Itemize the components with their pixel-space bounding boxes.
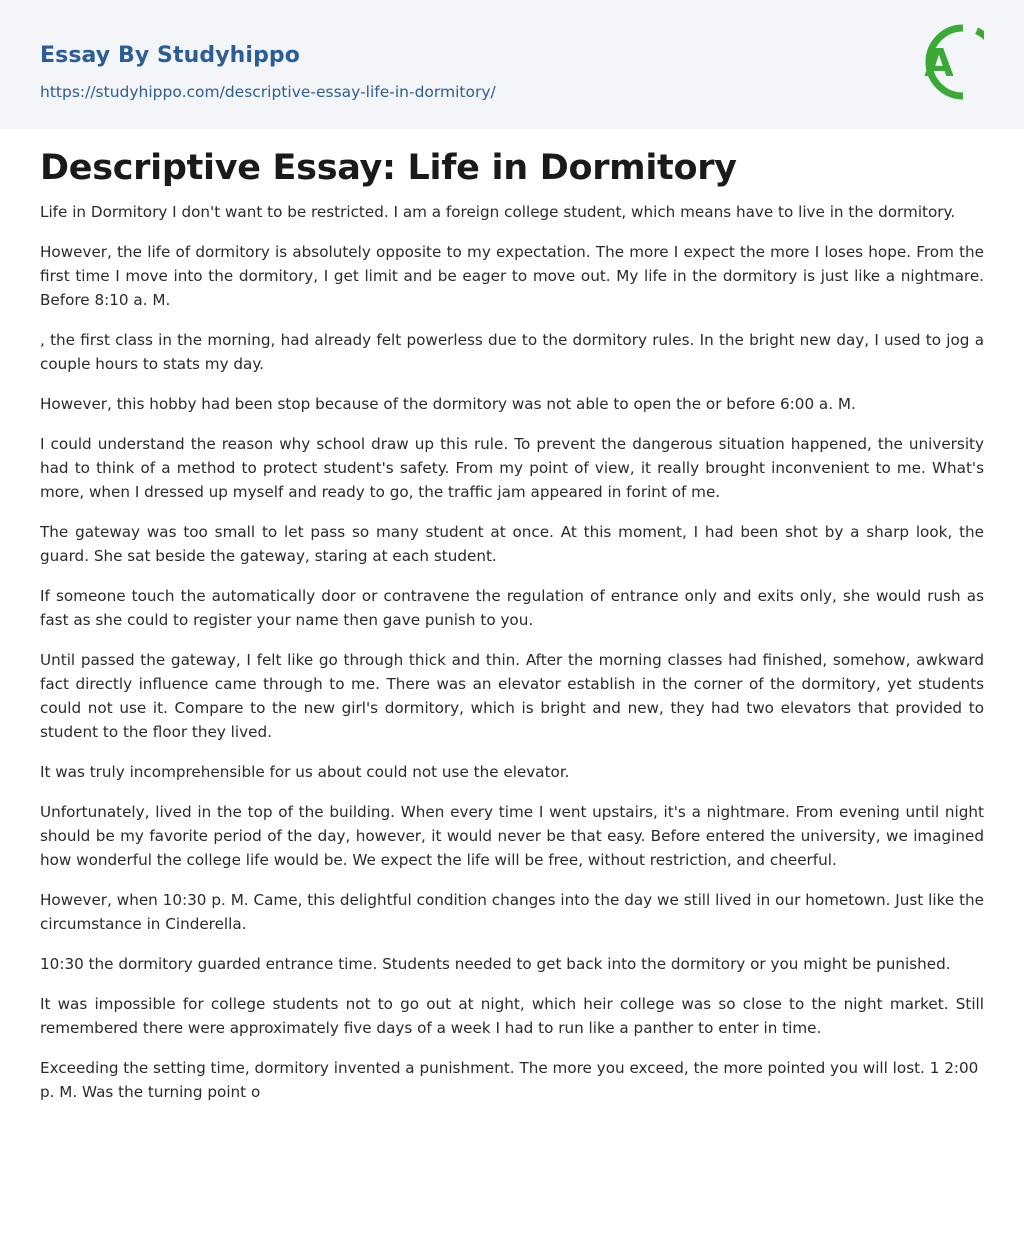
essay-paragraph: 10:30 the dormitory guarded entrance time. Students needed to get back into the dormitory or you might be punished. <box>40 955 951 973</box>
essay-url[interactable]: https://studyhippo.com/descriptive-essay-life-in-dormitory/ <box>40 83 496 101</box>
essay-body <box>40 200 984 1120</box>
essay-paragraph: Until passed the gateway, I felt like go through thick and thin. After the morning classes had finished, somehow, awkward fact directly influence came through to me. There was an elevator establish in the corner of the dormitory, yet students could not use it. Compare to the new girl's dormitory, which is bright and new, they had two elevators that provided to student to the floor they lived. <box>40 651 984 741</box>
page-title: Descriptive Essay: Life in Dormitory <box>40 148 737 188</box>
essay-paragraph: Exceeding the setting time, dormitory invented a punishment. The more you exceed, the more pointed you will lost. 1 2:00 p. M. Was the turning point o <box>40 1059 979 1101</box>
essay-paragraph: If someone touch the automatically door or contravene the regulation of entrance only and exits only, she would rush as fast as she could to register your name then gave punish to you. <box>40 587 984 629</box>
essay-paragraph: Life in Dormitory I don't want to be restricted. I am a foreign college student, which means have to live in the dormitory. <box>40 203 956 221</box>
essay-paragraph: I could understand the reason why school draw up this rule. To prevent the dangerous situation happened, the university had to think of a method to protect student's safety. From my point of view, it really brought inconvenient to me. What's more, when I dressed up myself and ready to go, the traffic jam appeared in forint of me. <box>40 435 984 501</box>
studyhippo-logo-icon[interactable] <box>914 20 984 104</box>
essay-paragraph: The gateway was too small to let pass so many student at once. At this moment, I had been shot by a sharp look, the guard. She sat beside the gateway, staring at each student. <box>40 523 984 565</box>
essay-paragraph: However, when 10:30 p. M. Came, this delightful condition changes into the day we still lived in our hometown. Just like the circumstance in Cinderella. <box>40 891 984 933</box>
logo-letter: A <box>924 41 954 85</box>
essay-paragraph: , the first class in the morning, had already felt powerless due to the dormitory rules. In the bright new day, I used to jog a couple hours to stats my day. <box>40 331 984 373</box>
page-header <box>0 0 1024 129</box>
essay-paragraph: It was impossible for college students not to go out at night, which heir college was so close to the night market. Still remembered there were approximately five days of a week I had to run like a panther to enter in time. <box>40 995 984 1037</box>
essay-paragraph: However, the life of dormitory is absolutely opposite to my expectation. The more I expect the more I loses hope. From the first time I move into the dormitory, I get limit and be eager to move out. My life in the dormitory is just like a nightmare. Before 8:10 a. M. <box>40 243 984 309</box>
brand-name[interactable]: Essay By Studyhippo <box>40 43 300 68</box>
essay-paragraph: However, this hobby had been stop because of the dormitory was not able to open the or before 6:00 a. M. <box>40 395 856 413</box>
essay-paragraph: Unfortunately, lived in the top of the building. When every time I went upstairs, it's a nightmare. From evening until night should be my favorite period of the day, however, it would never be that easy. Before entered the university, we imagined how wonderful the college life would be. We expect the life will be free, without restriction, and cheerful. <box>40 803 984 869</box>
essay-paragraph: It was truly incomprehensible for us about could not use the elevator. <box>40 763 570 781</box>
